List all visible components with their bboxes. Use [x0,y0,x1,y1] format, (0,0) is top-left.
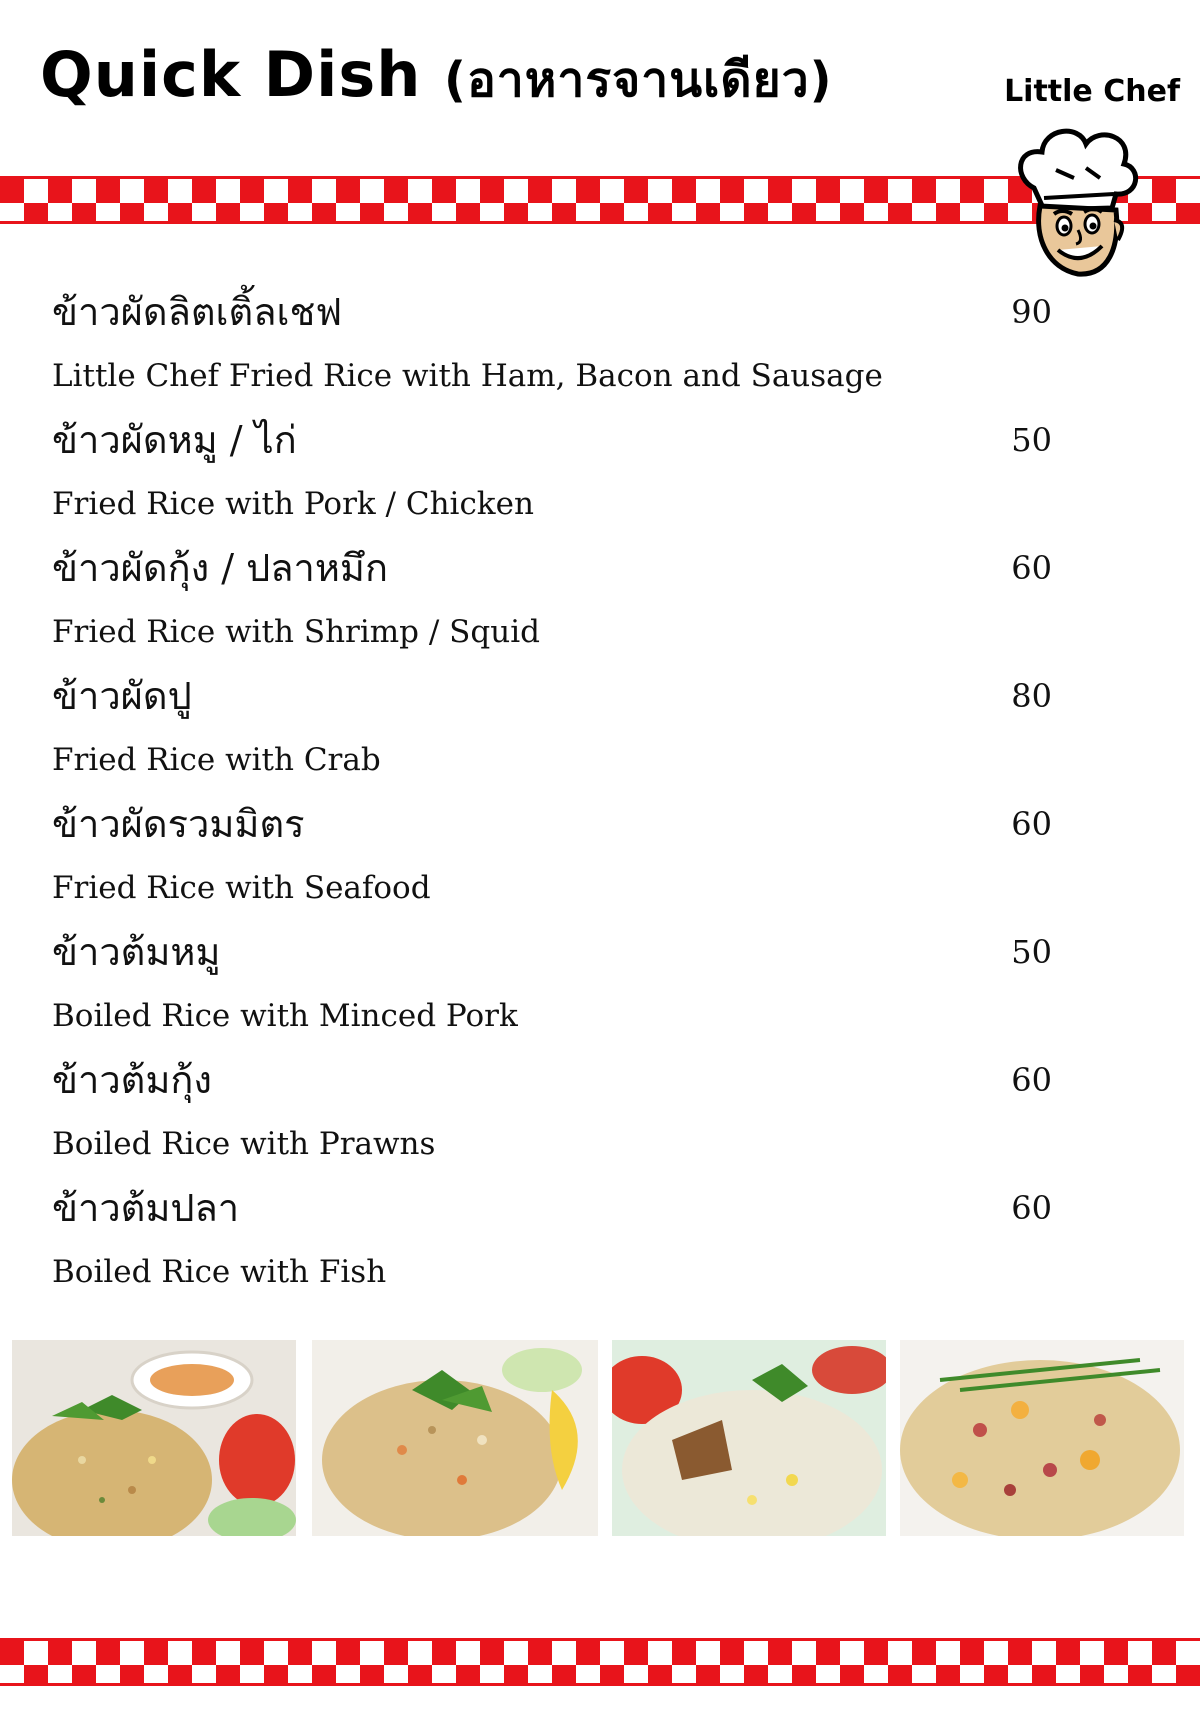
item-price: 60 [1011,805,1052,843]
fried-rice-photo-3 [612,1340,886,1536]
brand-name: Little Chef [1004,74,1180,109]
item-thai-name: ข้าวผัดกุ้ง / ปลาหมึก [52,546,388,590]
fried-rice-photo-2 [312,1340,598,1536]
page-title [40,38,833,118]
fried-rice-photo-4 [900,1340,1184,1536]
item-price: 60 [1011,549,1052,587]
menu-item [52,408,1052,536]
menu-item [52,536,1052,664]
menu-list [52,280,1052,1304]
item-thai-name: ข้าวผัดปู [52,674,192,718]
checker-border-bottom [0,1638,1200,1686]
menu-item [52,280,1052,408]
item-thai-name: ข้าวต้มกุ้ง [52,1058,212,1102]
item-english-name: Fried Rice with Seafood [52,870,431,906]
item-price: 60 [1011,1061,1052,1099]
item-english-name: Fried Rice with Shrimp / Squid [52,614,540,650]
title-english: Quick Dish [40,38,422,111]
menu-item [52,920,1052,1048]
item-price: 50 [1011,933,1052,971]
menu-item [52,1048,1052,1176]
food-photo-strip [0,1340,1200,1536]
chef-logo-icon [1004,118,1154,288]
item-thai-name: ข้าวต้มหมู [52,930,221,974]
item-english-name: Boiled Rice with Fish [52,1254,387,1290]
item-price: 80 [1011,677,1052,715]
item-english-name: Boiled Rice with Minced Pork [52,998,518,1034]
item-english-name: Fried Rice with Pork / Chicken [52,486,534,522]
menu-item [52,1176,1052,1304]
item-price: 50 [1011,421,1052,459]
fried-rice-photo-1 [12,1340,296,1536]
title-thai: (อาหารจานเดียว) [444,52,833,108]
item-price: 60 [1011,1189,1052,1227]
item-price: 90 [1011,293,1052,331]
item-english-name: Little Chef Fried Rice with Ham, Bacon and Sausage [52,358,883,394]
item-thai-name: ข้าวต้มปลา [52,1186,240,1230]
item-thai-name: ข้าวผัดลิตเติ้ลเชฟ [52,290,343,334]
item-english-name: Boiled Rice with Prawns [52,1126,436,1162]
item-thai-name: ข้าวผัดหมู / ไก่ [52,418,297,462]
menu-item [52,792,1052,920]
item-english-name: Fried Rice with Crab [52,742,381,778]
menu-item [52,664,1052,792]
item-thai-name: ข้าวผัดรวมมิตร [52,802,305,846]
